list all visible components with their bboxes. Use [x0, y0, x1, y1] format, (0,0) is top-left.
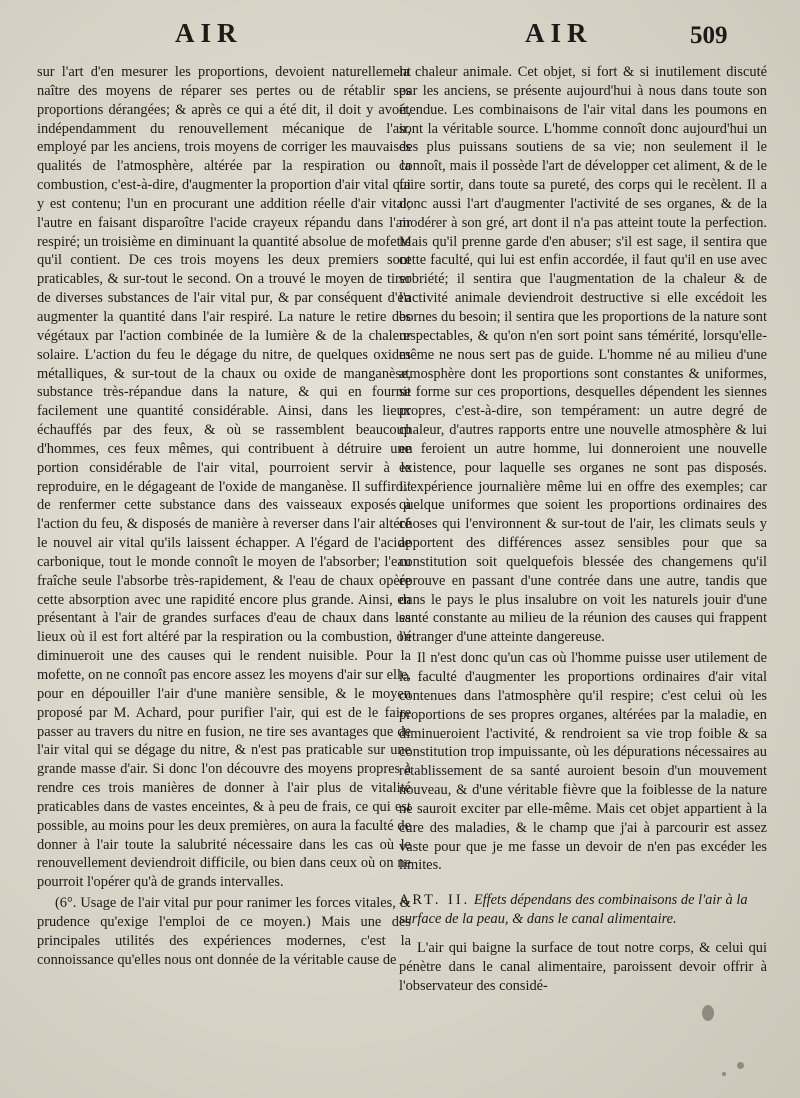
article-title: Effets dépendans des combinaisons de l'air à la surface de la peau, & dans le canal alimentaire.: [399, 892, 748, 928]
running-header: [0, 18, 800, 58]
ink-spot: [722, 1072, 726, 1076]
left-paragraph-1: sur l'art d'en mesurer les proportions, devoient naturellement naître des moyens de réparer ses pertes ou de rétablir ses proportions dérangées; & après ce qui a été dit, il doit y avoir, indépendamment du renouvellement mécanique de l'air, employé par les anciens, trois moyens de corriger les mauvaises qualités de l'atmosphère, altérée par la respiration ou la combustion, c'est-à-dire, d'augmenter la proportion d'air vital qui y est contenu; l'un en procurant une addition réelle d'air vital; l'autre en faisant disparoître l'acide crayeux répandu dans l'air respiré; un troisième en diminuant la quantité absolue de mofette qu'il contient. De ces trois moyens les deux premiers sont praticables, & sur-tout le second. On a trouvé le moyen de tirer de diverses substances de l'air vital pur, & par conséquent d'en augmenter la quantité dans l'air respiré. La nature le retire des végétaux par l'action combinée de la lumière & de la chaleur solaire. L'action du feu le dégage du nitre, de quelques oxides métalliques, & sur-tout de la chaux ou oxide de manganèse, substance très-répandue dans la nature, & qui en fournit facilement une quantité considérable. Ainsi, dans les lieux échauffés par des feux, & où se rassemblent beaucoup d'hommes, ces feux mêmes, qui contribuent à détruire une portion considérable de l'air vital, pourroient servir à le reproduire, en le dégageant de l'oxide de manganèse. Il suffiroit de renfermer cette substance dans des vaisseaux exposés à l'action du feu, & disposés de manière à reverser dans l'air altéré le nouvel air vital qu'ils laissent échapper. A l'égard de l'acide carbonique, tout le monde connoît le moyen de l'absorber; l'eau fraîche seule l'absorbe très-rapidement, & l'eau de chaux opère cette absorption avec une rapidité encore plus grande. Ainsi, en présentant à l'air de grandes surfaces d'eau de chaux dans les lieux où il est fort altéré par la respiration ou la combustion, on diminueroit une des causes qui le rendent nuisible. Pour la mofette, on ne connoît pas encore assez les moyens d'air sur elle, pour en dépouiller l'air d'une manière sensible, & le moyen proposé par M. Achard, pour purifier l'air, qui est de le faire passer au travers du nitre en fusion, ne tire ses avantages que de l'air vital qui se dégage du nitre, & n'est pas praticable sur une grande masse d'air. Si donc l'on découvre des moyens propres à rendre ces trois manières de donner à l'air plus de vitalité praticables dans de vastes enceintes, & à peu de frais, ce qui est possible, au moins pour les deux premières, on aura la faculté de donner à l'air toute la salubrité nécessaire dans les cas où le renouvellement deviendroit difficile, ou bien dans ceux où on ne pourroit l'opérer qu'à de grands intervalles.: [37, 64, 411, 891]
right-paragraph-3: L'air qui baigne la surface de tout notre corps, & celui qui pénètre dans le canal alimentaire, paroissent devoir offrir à l'observateur des considé-: [399, 940, 767, 994]
article-number: ART. II.: [399, 892, 471, 909]
ink-spot: [702, 1005, 714, 1021]
left-paragraph-2: (6°. Usage de l'air vital pur pour ranimer les forces vitales, & prudence qu'exige l'emploi de ce moyen.) Mais une des principales utilités des expériences modernes, c'est la connoissance qu'elles nous ont donnée de la véritable cause de: [37, 895, 411, 968]
left-running-title: AIR: [175, 18, 243, 48]
right-paragraph-1: la chaleur animale. Cet objet, si fort & si inutilement discuté par les anciens, se présente aujourd'hui à nous dans toute son étendue. Les combinaisons de l'air vital dans les poumons en sont la véritable source. L'homme connoît donc aujourd'hui un des plus puissans soutiens de sa vie; non seulement il le connoît, mais il possède l'art de développer cet aliment, & de le faire sortir, dans toute sa pureté, des corps qui le recèlent. Il a donc aussi l'art d'augmenter l'activité de ses organes, & de la modérer à son gré, art dont il n'a pas atteint toute la perfection. Mais qu'il prenne garde d'en abuser; s'il est sage, il sentira que cette faculté, qui lui est enfin accordée, il faut qu'il en use avec sobriété; il sentira que l'augmentation de la chaleur & de l'activité animale deviendroit destructive si elle excédoit les bornes du besoin; il sentira que les proportions de la nature sont respectables, & qu'on n'en sort point sans témérité, lorsqu'elle-même ne nous sert pas de guide. L'homme né au milieu d'une atmosphère dont les proportions sont constantes & uniformes, se forme sur ces proportions, desquelles dépendent les siennes propres, c'est-à-dire, son tempérament: un autre degré de chaleur, d'autres rapports entre une nouvelle atmosphère & lui en feroient un autre homme, lui donneroient une nouvelle existence, pour laquelle ses organes ne sont pas disposés. L'expérience journalière même lui en offre des exemples; car quelque uniformes que soient les proportions ordinaires des choses qui l'environnent & sur-tout de l'air, les climats seuls y apportent des différences assez sensibles pour que sa constitution soit quelquefois blessée des changemens qu'il éprouve en passant d'une contrée dans une autre, tandis que dans le pays le plus insalubre on voit les naturels jouir d'une santé constante au milieu de la réunion des causes qui frappent l'étranger d'une atteinte dangereuse.: [399, 64, 767, 646]
left-column: [37, 63, 411, 970]
ink-spot: [737, 1062, 744, 1069]
page-number: 509: [690, 22, 728, 49]
right-column: [399, 63, 767, 996]
right-running-title: AIR: [525, 18, 593, 48]
article-heading: [399, 891, 767, 929]
right-paragraph-2: Il n'est donc qu'un cas où l'homme puisse user utilement de la faculté d'augmenter les proportions ordinaires d'air vital contenues dans l'atmosphère qu'il respire; c'est celui où les proportions de ses propres organes, altérées par la maladie, en diminueroient l'activité, & rendroient sa vie trop foible & sa constitution trop impuissante, où les dépurations nécessaires au rétablissement de sa santé auroient besoin d'un mouvement nouveau, & d'une véritable fièvre que la foiblesse de la nature ne sauroit exciter par elle-même. Mais cet objet appartient à la cure des maladies, & le champ que j'ai à parcourir est assez vaste pour que je me fasse un devoir de n'en pas excéder les limites.: [399, 650, 767, 874]
